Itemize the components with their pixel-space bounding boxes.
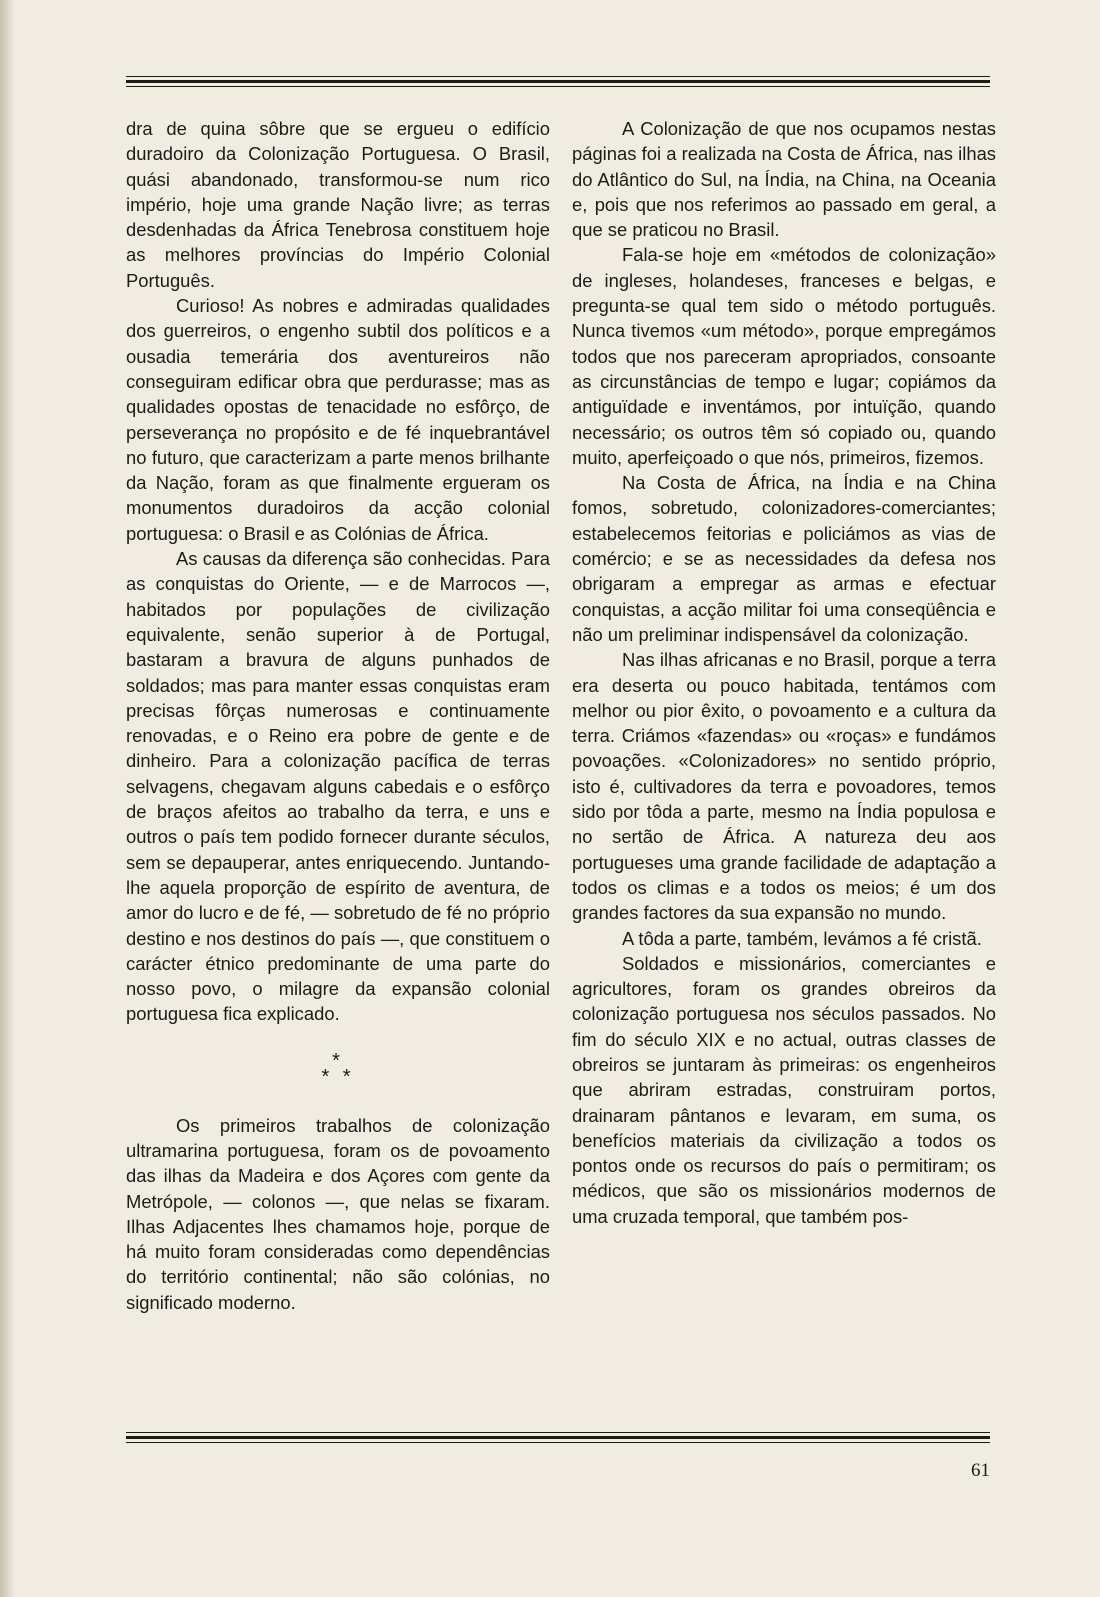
right-paragraph: Nas ilhas africanas e no Brasil, porque a terra era deserta ou pouco habitada, tentámos com melhor ou pior êxito, o povoamento e a cultura da terra. Criámos «fazendas» ou «roças» e fundámos povoações. «Colonizadores» no sentido próprio, isto é, cultivadores da terra e povoadores, temos sido por tôda a parte, mesmo na Índia populosa e no sertão de África. A natureza deu aos portugueses uma grande facilidade de adaptação a todos os climas e a todos os meios; é um dos grandes factores da sua expansão no mundo. [572,649,996,924]
page-edge-shadow [0,0,14,1597]
right-paragraph: Fala-se hoje em «métodos de colonização» de ingleses, holandeses, franceses e belgas, e pregunta-se qual tem sido o método português. Nunca tivemos «um método», porque empregámos todos que nos pareceram apropriados, consoante as circunstâncias de tempo e lugar; copiámos da antiguïdade e inventámos, por intuïção, quando necessário; os outros têm só copiado ou, quando muito, aperfeiçoado o que nós, primeiros, fizemos. [572,244,996,468]
bottom-rule [126,1432,990,1446]
right-paragraph: A Colonização de que nos ocupamos nestas páginas foi a realizada na Costa de África, nas ilhas do Atlântico do Sul, na Índia, na China, na Oceania e, pois que nos referimos ao passado em geral, a que se praticou no Brasil. [572,118,996,241]
asterism-bottom: * * [321,1065,355,1088]
page-number: 61 [971,1460,990,1481]
left-paragraph: Curioso! As nobres e admiradas qualidades dos guerreiros, o engenho subtil dos políticos e a ousadia temerária dos aventureiros não conseguiram edificar obra que perdurasse; mas as qualidades opostas de tenacidade no esfôrço, de perseverança no propósito e de fé inquebrantável no futuro, que caracterizam a parte menos brilhante da Nação, foram as que finalmente ergueram os monumentos duradoiros da acção colonial portuguesa: o Brasil e as Colónias de África. [126,295,550,544]
asterism-top: * [332,1049,344,1072]
top-rule [126,76,990,90]
right-paragraph: A tôda a parte, também, levámos a fé cristã. [622,927,982,949]
left-paragraph: Os primeiros trabalhos de colonização ultramarina portuguesa, foram os de povoamento das ilhas da Madeira e dos Açores com gente da Metrópole, — colonos —, que nelas se fixaram. Ilhas Adjacentes lhes chamamos hoje, porque de há muito foram consideradas como dependências do território continental; não são colónias, no significado moderno. [126,1114,550,1313]
right-paragraph: Na Costa de África, na Índia e na China fomos, sobretudo, colonizadores-comerciantes; estabelecemos feitorias e policiámos as vias de comércio; e se as necessidades da defesa nos obrigaram a empregar as armas e efectuar conquistas, a acção militar foi uma conseqüência e não um preliminar indispensável da colonização. [572,472,996,645]
left-paragraph: As causas da diferença são conhecidas. Para as conquistas do Oriente, — e de Marrocos —, habitados por populações de civilização equivalente, senão superior à de Portugal, bastaram a bravura de alguns punhados de soldados; mas para manter essas conquistas eram precisas fôrças numerosas e continuamente renovadas, e o Reino era pobre de gente e de dinheiro. Para a colonização pacífica de terras selvagens, chegavam alguns cabedais e o esfôrço de braços afeitos ao trabalho da terra, e uns e outros o país tem podido fornecer durante séculos, sem se depauperar, antes enriquecendo. Juntando-lhe aquela proporção de espírito de aventura, de amor do lucro e de fé, — sobretudo de fé no próprio destino e nos destinos do país —, que constituem o carácter étnico predominante de uma parte do nosso povo, o milagre da expansão colonial portuguesa fica explicado. [126,548,550,1025]
left-column [126,116,550,1315]
right-column [572,116,996,1229]
right-paragraph: Soldados e missionários, comerciantes e agricultores, foram os grandes obreiros da colonização portuguesa nos séculos passados. No fim do século XIX e no actual, outras classes de obreiros se juntaram às primeiras: os engenheiros que abriram estradas, construiram portos, drainaram pântanos e levaram, em suma, os benefícios materiais da civilização a todos os pontos onde os recursos do país o permitiram; os médicos, que são os missionários modernos de uma cruzada temporal, que também pos- [572,952,996,1227]
section-asterism [126,1049,550,1088]
left-paragraph: dra de quina sôbre que se ergueu o edifício duradoiro da Colonização Portuguesa. O Brasil, quási abandonado, transformou-se num rico império, hoje uma grande Nação livre; as terras desdenhadas da África Tenebrosa constituem hoje as melhores províncias do Império Colonial Português. [126,118,550,291]
